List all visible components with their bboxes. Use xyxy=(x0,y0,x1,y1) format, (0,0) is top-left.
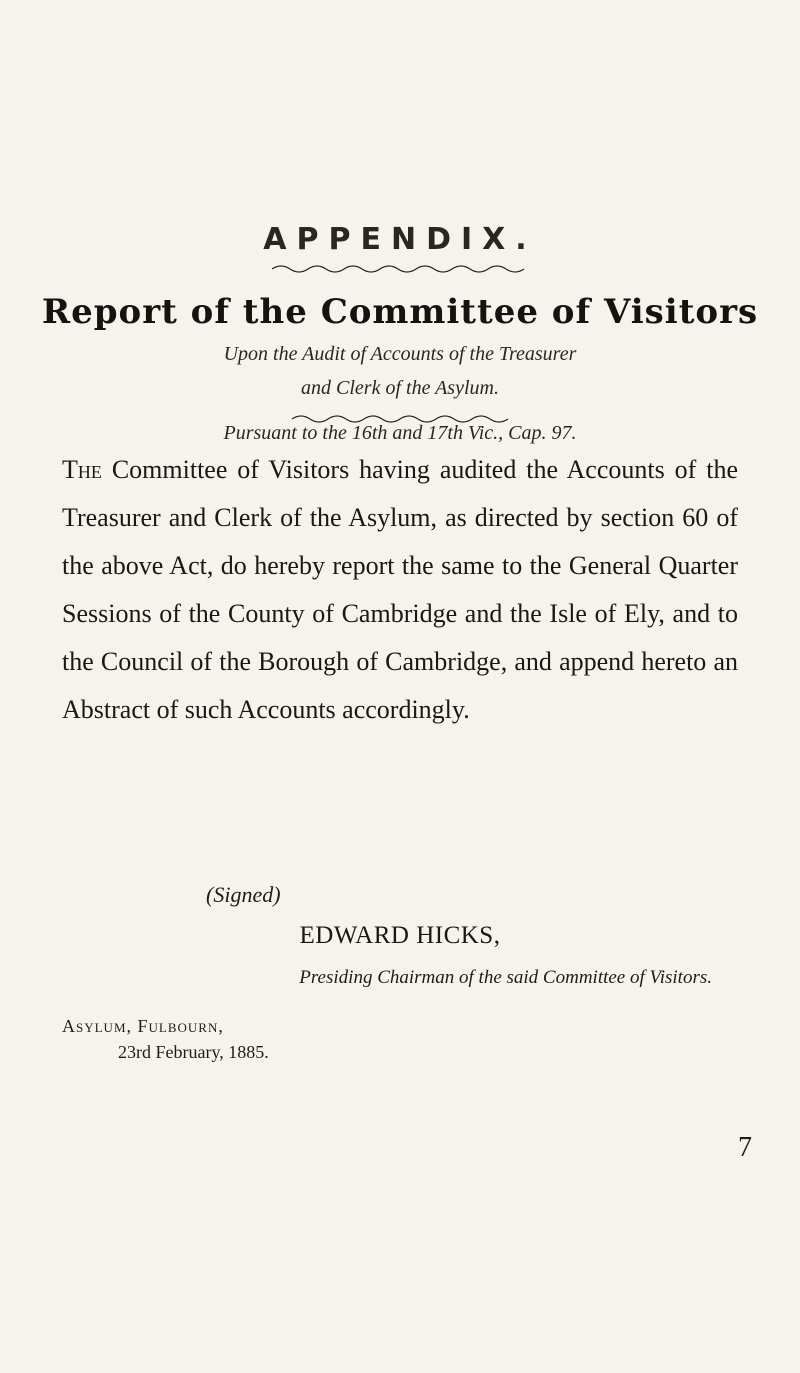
signer-title: Presiding Chairman of the said Committee of Visitors. xyxy=(299,967,712,988)
date-line: 23rd February, 1885. xyxy=(118,1042,269,1062)
appendix-heading: APPENDIX. xyxy=(263,222,537,257)
body-lead-word: The xyxy=(62,455,102,484)
report-subtitle-line2: and Clerk of the Asylum. xyxy=(301,377,499,399)
page-number: 7 xyxy=(738,1132,752,1163)
report-subtitle-line1: Upon the Audit of Accounts of the Treasurer xyxy=(223,343,577,365)
statute-reference: Pursuant to the 16th and 17th Vic., Cap. 97. xyxy=(223,422,577,444)
report-body xyxy=(62,446,738,734)
signed-label: (Signed) xyxy=(206,882,281,907)
signer-name: EDWARD HICKS, xyxy=(299,922,501,949)
place-line: Asylum, Fulbourn, xyxy=(62,1016,224,1036)
report-title: Report of the Committee of Visitors xyxy=(41,292,759,332)
body-text: Committee of Visitors having audited the Accounts of the Treasurer and Clerk of the Asylum, as directed by section 60 of the above Act, do hereby report the same to the General Quarter Sessions of the County of Cambridge and the Isle of Ely, and to the Council of the Borough of Cambridge, and append hereto an Abstract of such Accounts accordingly. xyxy=(62,455,739,724)
ornamental-rule-top xyxy=(0,262,800,276)
